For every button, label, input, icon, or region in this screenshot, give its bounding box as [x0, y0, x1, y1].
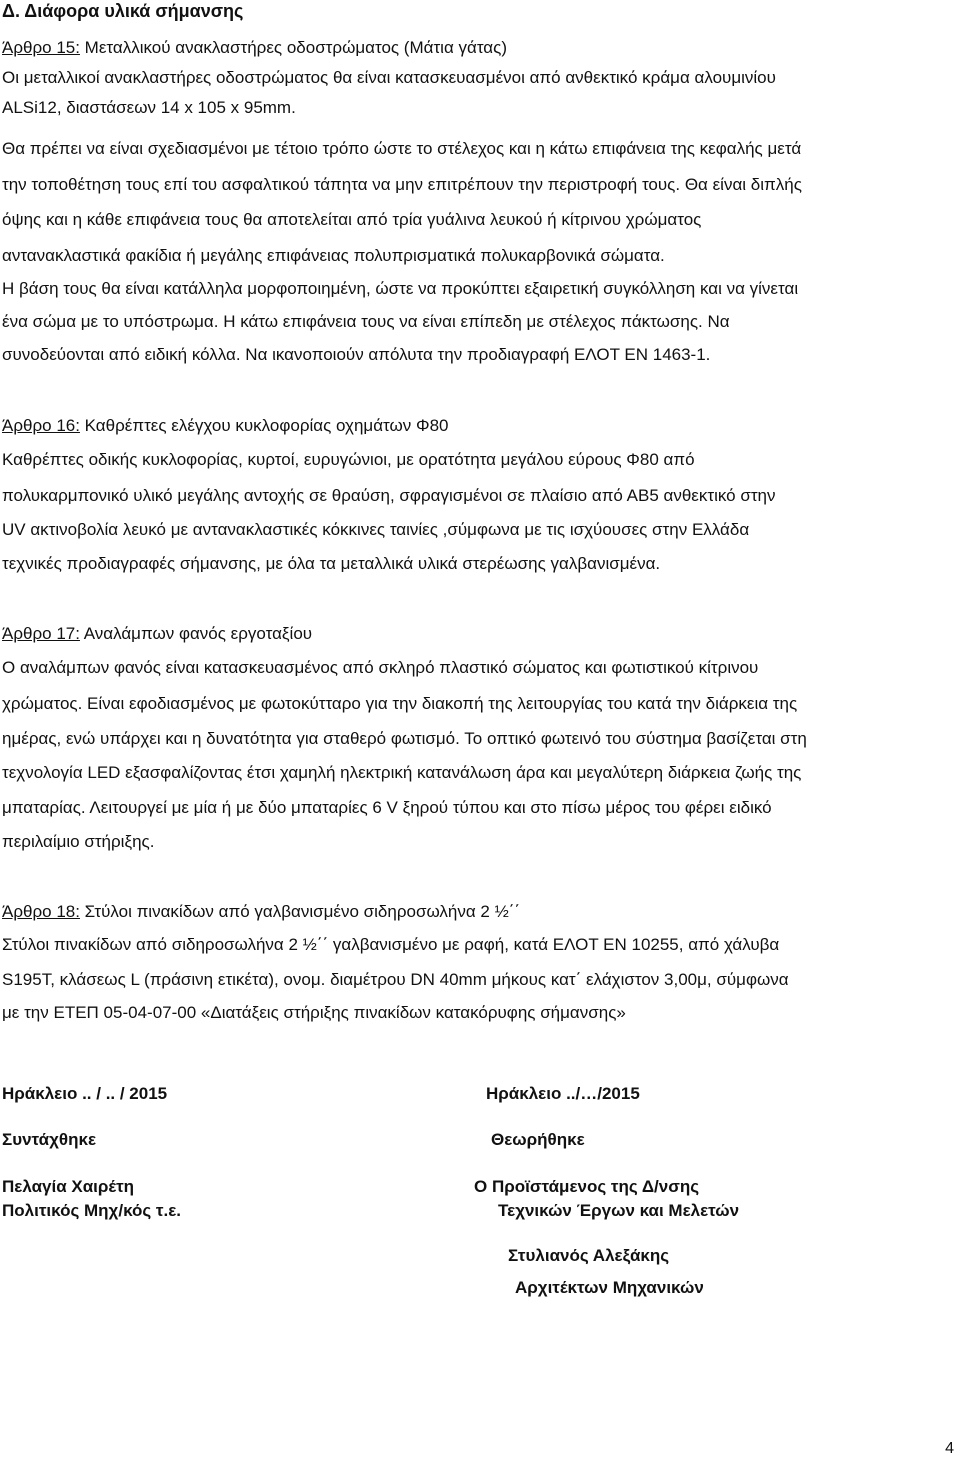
article-15-line: Θα πρέπει να είναι σχεδιασμένοι με τέτοιο τρόπο ώστε το στέλεχος και η κάτω επιφάνεια της κεφαλής μετά: [2, 139, 802, 158]
article-15-label: Άρθρο 15:: [2, 38, 80, 57]
article-17-line: τεχνολογία LED εξασφαλίζοντας έτσι χαμηλή ηλεκτρική κατανάλωση άρα και μεγαλύτερη διάρκεια ζωής της: [2, 763, 802, 782]
article-18-heading: [2, 901, 520, 923]
article-16-line: τεχνικές προδιαγραφές σήμανσης, με όλα τα μεταλλικά υλικά στερέωσης γαλβανισμένα.: [2, 554, 661, 573]
article-18-line: S195T, κλάσεως L (πράσινη ετικέτα), ονομ. διαμέτρου DN 40mm μήκους κατ΄ ελάχιστον 3,00μ, σύμφωνα: [2, 970, 789, 989]
signature-right-name: Στυλιανός Αλεξάκης: [508, 1246, 670, 1265]
article-15-line: την τοποθέτηση τους επί του ασφαλτικού τάπητα να μην επιτρέπουν την περιστροφή τους. Θα είναι διπλής: [2, 175, 802, 194]
article-15-line: Οι μεταλλικοί ανακλαστήρες οδοστρώματος θα είναι κατασκευασμένοι από ανθεκτικό κράμα αλουμινίου: [2, 68, 776, 87]
article-18-line: Στύλοι πινακίδων από σιδηροσωλήνα 2 ½΄΄ γαλβανισμένο με ραφή, κατά ΕΛΟΤ ΕΝ 10255, από χάλυβα: [2, 935, 780, 954]
article-15-line: αντανακλαστικά φακίδια ή μεγάλης επιφάνειας πολυπρισματικά πολυκαρβονικά σώματα.: [2, 246, 665, 265]
article-15-line: ALSi12, διαστάσεων 14 x 105 x 95mm.: [2, 98, 296, 117]
article-17-label: Άρθρο 17:: [2, 624, 80, 643]
article-18-title: Στύλοι πινακίδων από γαλβανισμένο σιδηροσωλήνα 2 ½΄΄: [79, 902, 521, 921]
article-15-line: ένα σώμα με το υπόστρωμα. Η κάτω επιφάνεια τους να είναι επίπεδη με στέλεχος πάκτωσης. Να: [2, 312, 730, 331]
signature-right-role: Ο Προϊστάμενος της Δ/νσης: [474, 1177, 700, 1196]
article-15-heading: [2, 37, 507, 59]
article-17-heading: [2, 623, 312, 645]
article-18-label: Άρθρο 18:: [2, 902, 80, 921]
signature-left-title: Πολιτικός Μηχ/κός τ.ε.: [2, 1201, 182, 1220]
signature-right-action: Θεωρήθηκε: [491, 1130, 585, 1149]
article-17-line: περιλαίμιο στήριξης.: [2, 832, 155, 851]
article-16-line: Καθρέπτες οδικής κυκλοφορίας, κυρτοί, ευρυγώνιοι, με ορατότητα μεγάλου εύρους Φ80 από: [2, 450, 695, 469]
article-17-line: χρώματος. Είναι εφοδιασμένος με φωτοκύτταρο για την διακοπή της λειτουργίας του κατά την διάρκεια της: [2, 694, 798, 713]
article-15-line: Η βάση τους θα είναι κατάλληλα μορφοποιημένη, ώστε να προκύπτει εξαιρετική συγκόλληση και να γίνεται: [2, 279, 799, 298]
article-16-line: UV ακτινοβολία λευκό με αντανακλαστικές κόκκινες ταινίες ,σύμφωνα με τις ισχύουσες στην Ελλάδα: [2, 520, 750, 539]
signature-right-date: Ηράκλειο ../…/2015: [486, 1084, 640, 1103]
page-number: 4: [945, 1440, 954, 1457]
article-16-line: πολυκαρμπονικό υλικό μεγάλης αντοχής σε θραύση, σφραγισμένοι σε πλαίσιο από ΑΒ5 ανθεκτικό στην: [2, 486, 776, 505]
article-15-line: συνοδεύονται από ειδική κόλλα. Να ικανοποιούν απόλυτα την προδιαγραφή ΕΛΟΤ ΕΝ 1463-1.: [2, 345, 711, 364]
signature-left-action: Συντάχθηκε: [2, 1130, 97, 1149]
signature-right-title: Αρχιτέκτων Μηχανικών: [515, 1278, 704, 1297]
signature-left-name: Πελαγία Χαιρέτη: [2, 1177, 135, 1196]
article-17-title: Αναλάμπων φανός εργοταξίου: [79, 624, 313, 643]
article-18-line: με την ΕΤΕΠ 05-04-07-00 «Διατάξεις στήριξης πινακίδων κατακόρυφης σήμανσης»: [2, 1003, 626, 1022]
article-17-line: Ο αναλάμπων φανός είναι κατασκευασμένος από σκληρό πλαστικό σώματος και φωτιστικού κίτρινου: [2, 658, 759, 677]
article-16-label: Άρθρο 16:: [2, 416, 80, 435]
article-16-heading: [2, 415, 448, 437]
section-heading: Δ. Διάφορα υλικά σήμανσης: [2, 1, 244, 21]
article-17-line: ημέρας, ενώ υπάρχει και η δυνατότητα για σταθερό φωτισμό. Το οπτικό φωτεινό του σύστημα βασίζεται στη: [2, 729, 807, 748]
signature-right-dept: Τεχνικών Έργων και Μελετών: [498, 1201, 740, 1220]
article-15-line: όψης και η κάθε επιφάνεια τους θα αποτελείται από τρία γυάλινα λευκού ή κίτρινου χρώματος: [2, 210, 702, 229]
article-17-line: μπαταρίας. Λειτουργεί με μία ή με δύο μπαταρίες 6 V ξηρού τύπου και στο πίσω μέρος του φέρει ειδικό: [2, 798, 772, 817]
article-16-title: Καθρέπτες ελέγχου κυκλοφορίας οχημάτων Φ80: [79, 416, 449, 435]
article-15-title: Μεταλλικού ανακλαστήρες οδοστρώματος (Μάτια γάτας): [79, 38, 507, 57]
signature-left-date: Ηράκλειο .. / .. / 2015: [2, 1084, 168, 1103]
